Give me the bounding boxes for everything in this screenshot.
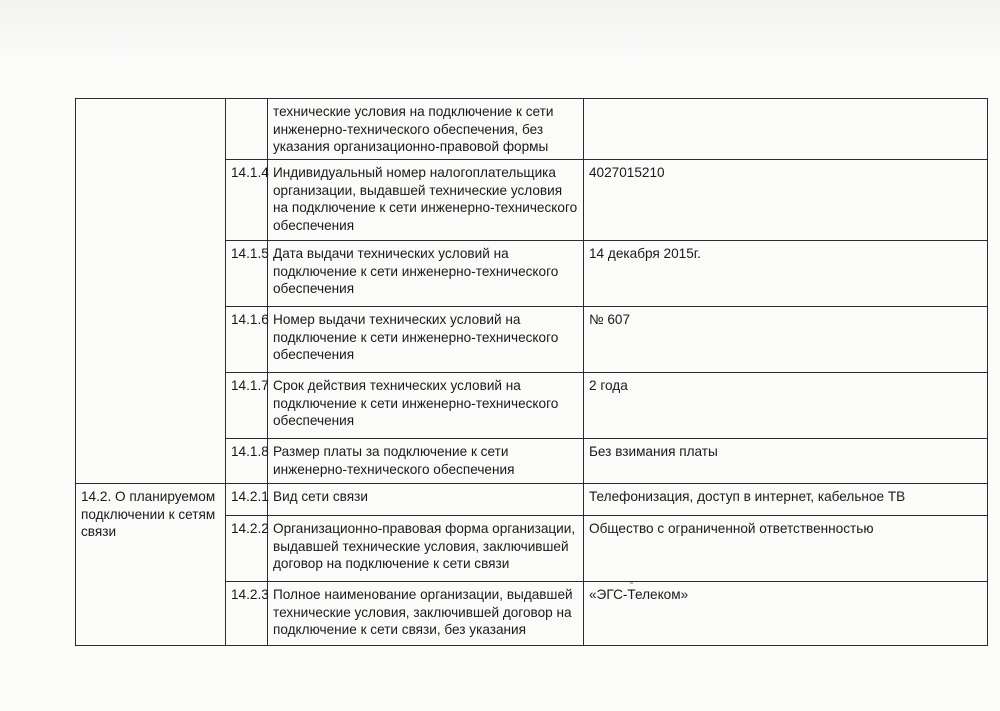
row-value: 2 года — [584, 373, 988, 439]
row-value: Общество с ограниченной ответственностью — [584, 516, 988, 582]
row-description: Размер платы за подключение к сети инженерно-технического обеспечения — [268, 439, 584, 484]
row-description: Срок действия технических условий на подключение к сети инженерно-технического обеспечения — [268, 373, 584, 439]
row-number — [226, 99, 268, 160]
row-value — [584, 99, 988, 160]
row-number: 14.2.1 — [226, 484, 268, 516]
section-title-cell: 14.2. О планируемом подключении к сетям связи — [76, 484, 226, 646]
scan-speck — [630, 582, 633, 584]
scan-edge-shading — [0, 0, 1000, 60]
row-value: 4027015210 — [584, 160, 988, 241]
row-number: 14.1.5 — [226, 241, 268, 307]
row-number: 14.1.6 — [226, 307, 268, 373]
row-number: 14.1.4 — [226, 160, 268, 241]
row-value: № 607 — [584, 307, 988, 373]
row-value: Телефонизация, доступ в интернет, кабельное ТВ — [584, 484, 988, 516]
row-description: технические условия на подключение к сети инженерно-технического обеспечения, без указания организационно-правовой формы — [268, 99, 584, 160]
row-number: 14.1.7 — [226, 373, 268, 439]
row-number: 14.1.8 — [226, 439, 268, 484]
row-number: 14.2.2 — [226, 516, 268, 582]
row-description: Вид сети связи — [268, 484, 584, 516]
table-row — [76, 99, 988, 160]
row-number: 14.2.3 — [226, 582, 268, 646]
table-row — [76, 484, 988, 516]
row-description: Дата выдачи технических условий на подключение к сети инженерно-технического обеспечения — [268, 241, 584, 307]
row-value: 14 декабря 2015г. — [584, 241, 988, 307]
row-description: Организационно-правовая форма организации, выдавшей технические условия, заключившей договор на подключение к сети связи — [268, 516, 584, 582]
row-value: «ЭГС-Телеком» — [584, 582, 988, 646]
row-description: Полное наименование организации, выдавшей технические условия, заключившей договор на подключение к сети связи, без указания — [268, 582, 584, 646]
row-description: Номер выдачи технических условий на подключение к сети инженерно-технического обеспечения — [268, 307, 584, 373]
row-description: Индивидуальный номер налогоплательщика организации, выдавшей технические условия на подключение к сети инженерно-технического обеспечения — [268, 160, 584, 241]
project-declaration-table — [75, 98, 988, 646]
section-title-cell — [76, 99, 226, 484]
row-value: Без взимания платы — [584, 439, 988, 484]
